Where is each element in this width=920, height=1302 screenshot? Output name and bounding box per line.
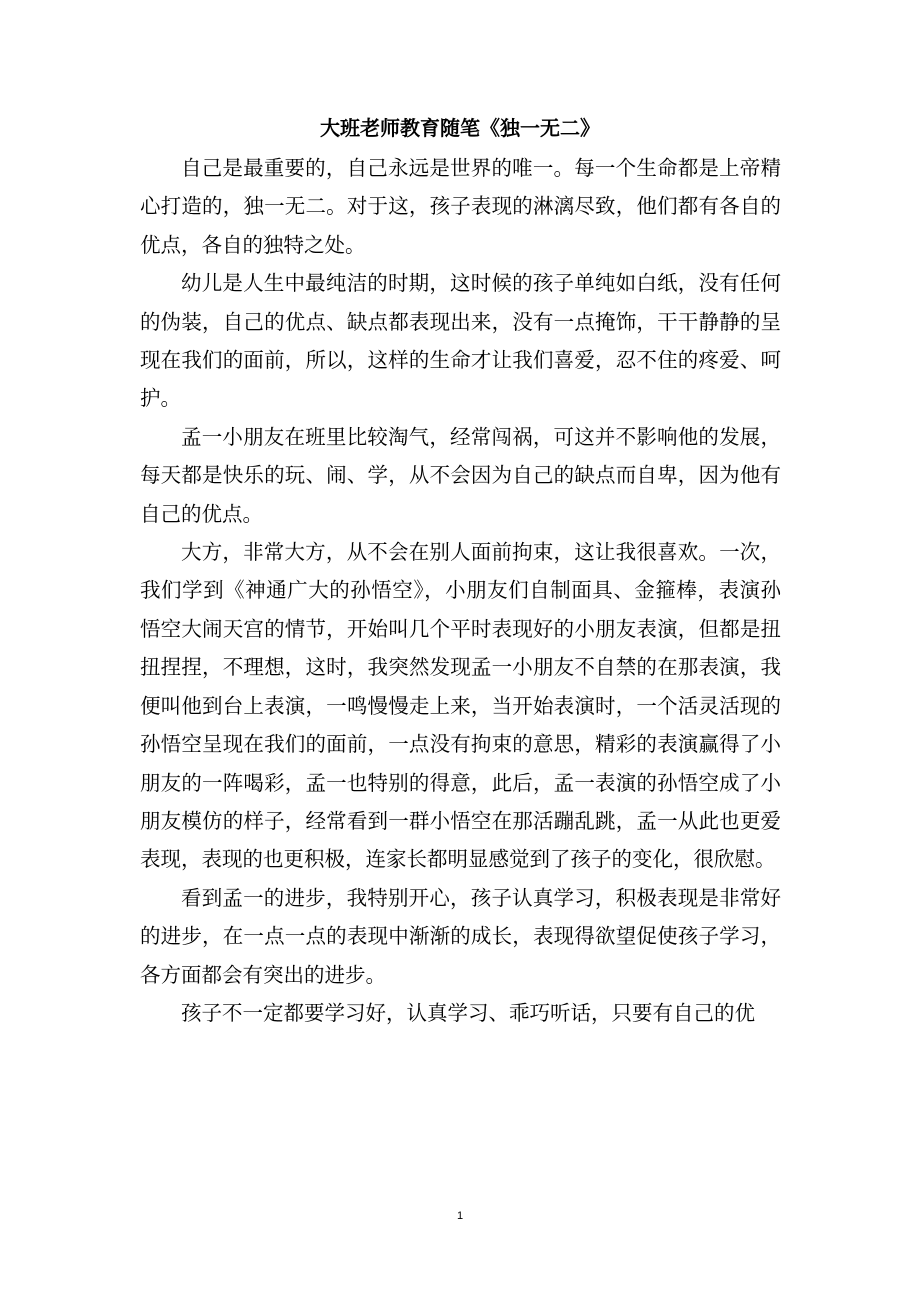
paragraph: 看到孟一的进步，我特别开心，孩子认真学习，积极表现是非常好的进步，在一点一点的表现中渐渐的成长，表现得欲望促使孩子学习，各方面都会有突出的进步。: [140, 885, 781, 987]
paragraph: 自己是最重要的，自己永远是世界的唯一。每一个生命都是上帝精心打造的，独一无二。对于这，孩子表现的淋漓尽致，他们都有各自的优点，各自的独特之处。: [140, 156, 781, 257]
paragraph: 孩子不一定都要学习好，认真学习、乖巧听话，只要有自己的优: [181, 1000, 755, 1025]
document-title: 大班老师教育随笔《独一无二》: [320, 116, 600, 140]
document-body: [140, 149, 781, 1032]
paragraph: 大方，非常大方，从不会在别人面前拘束，这让我很喜欢。一次，我们学到《神通广大的孙悟空》，小朋友们自制面具、金箍棒，表演孙悟空大闹天宫的情节，开始叫几个平时表现好的小朋友表演，但都是扭扭捏捏，不理想，这时，我突然发现孟一小朋友不自禁的在那表演，我便叫他到台上表演，一鸣慢慢走上来，当开始表演时，一个活灵活现的孙悟空呈现在我们的面前，一点没有拘束的意思，精彩的表演赢得了小朋友的一阵喝彩，孟一也特别的得意，此后，孟一表演的孙悟空成了小朋友模仿的样子，经常看到一群小悟空在那活蹦乱跳，孟一从此也更爱表现，表现的也更积极，连家长都明显感觉到了孩子的变化，很欣慰。: [140, 540, 781, 872]
paragraph: 幼儿是人生中最纯洁的时期，这时候的孩子单纯如白纸，没有任何的伪装，自己的优点、缺点都表现出来，没有一点掩饰，干干静静的呈现在我们的面前，所以，这样的生命才让我们喜爱，忍不住的疼爱、呵护。: [140, 271, 781, 411]
page-number: 1: [456, 1210, 464, 1222]
paragraph: 孟一小朋友在班里比较淘气，经常闯祸，可这并不影响他的发展，每天都是快乐的玩、闹、学，从不会因为自己的缺点而自卑，因为他有自己的优点。: [140, 424, 781, 526]
